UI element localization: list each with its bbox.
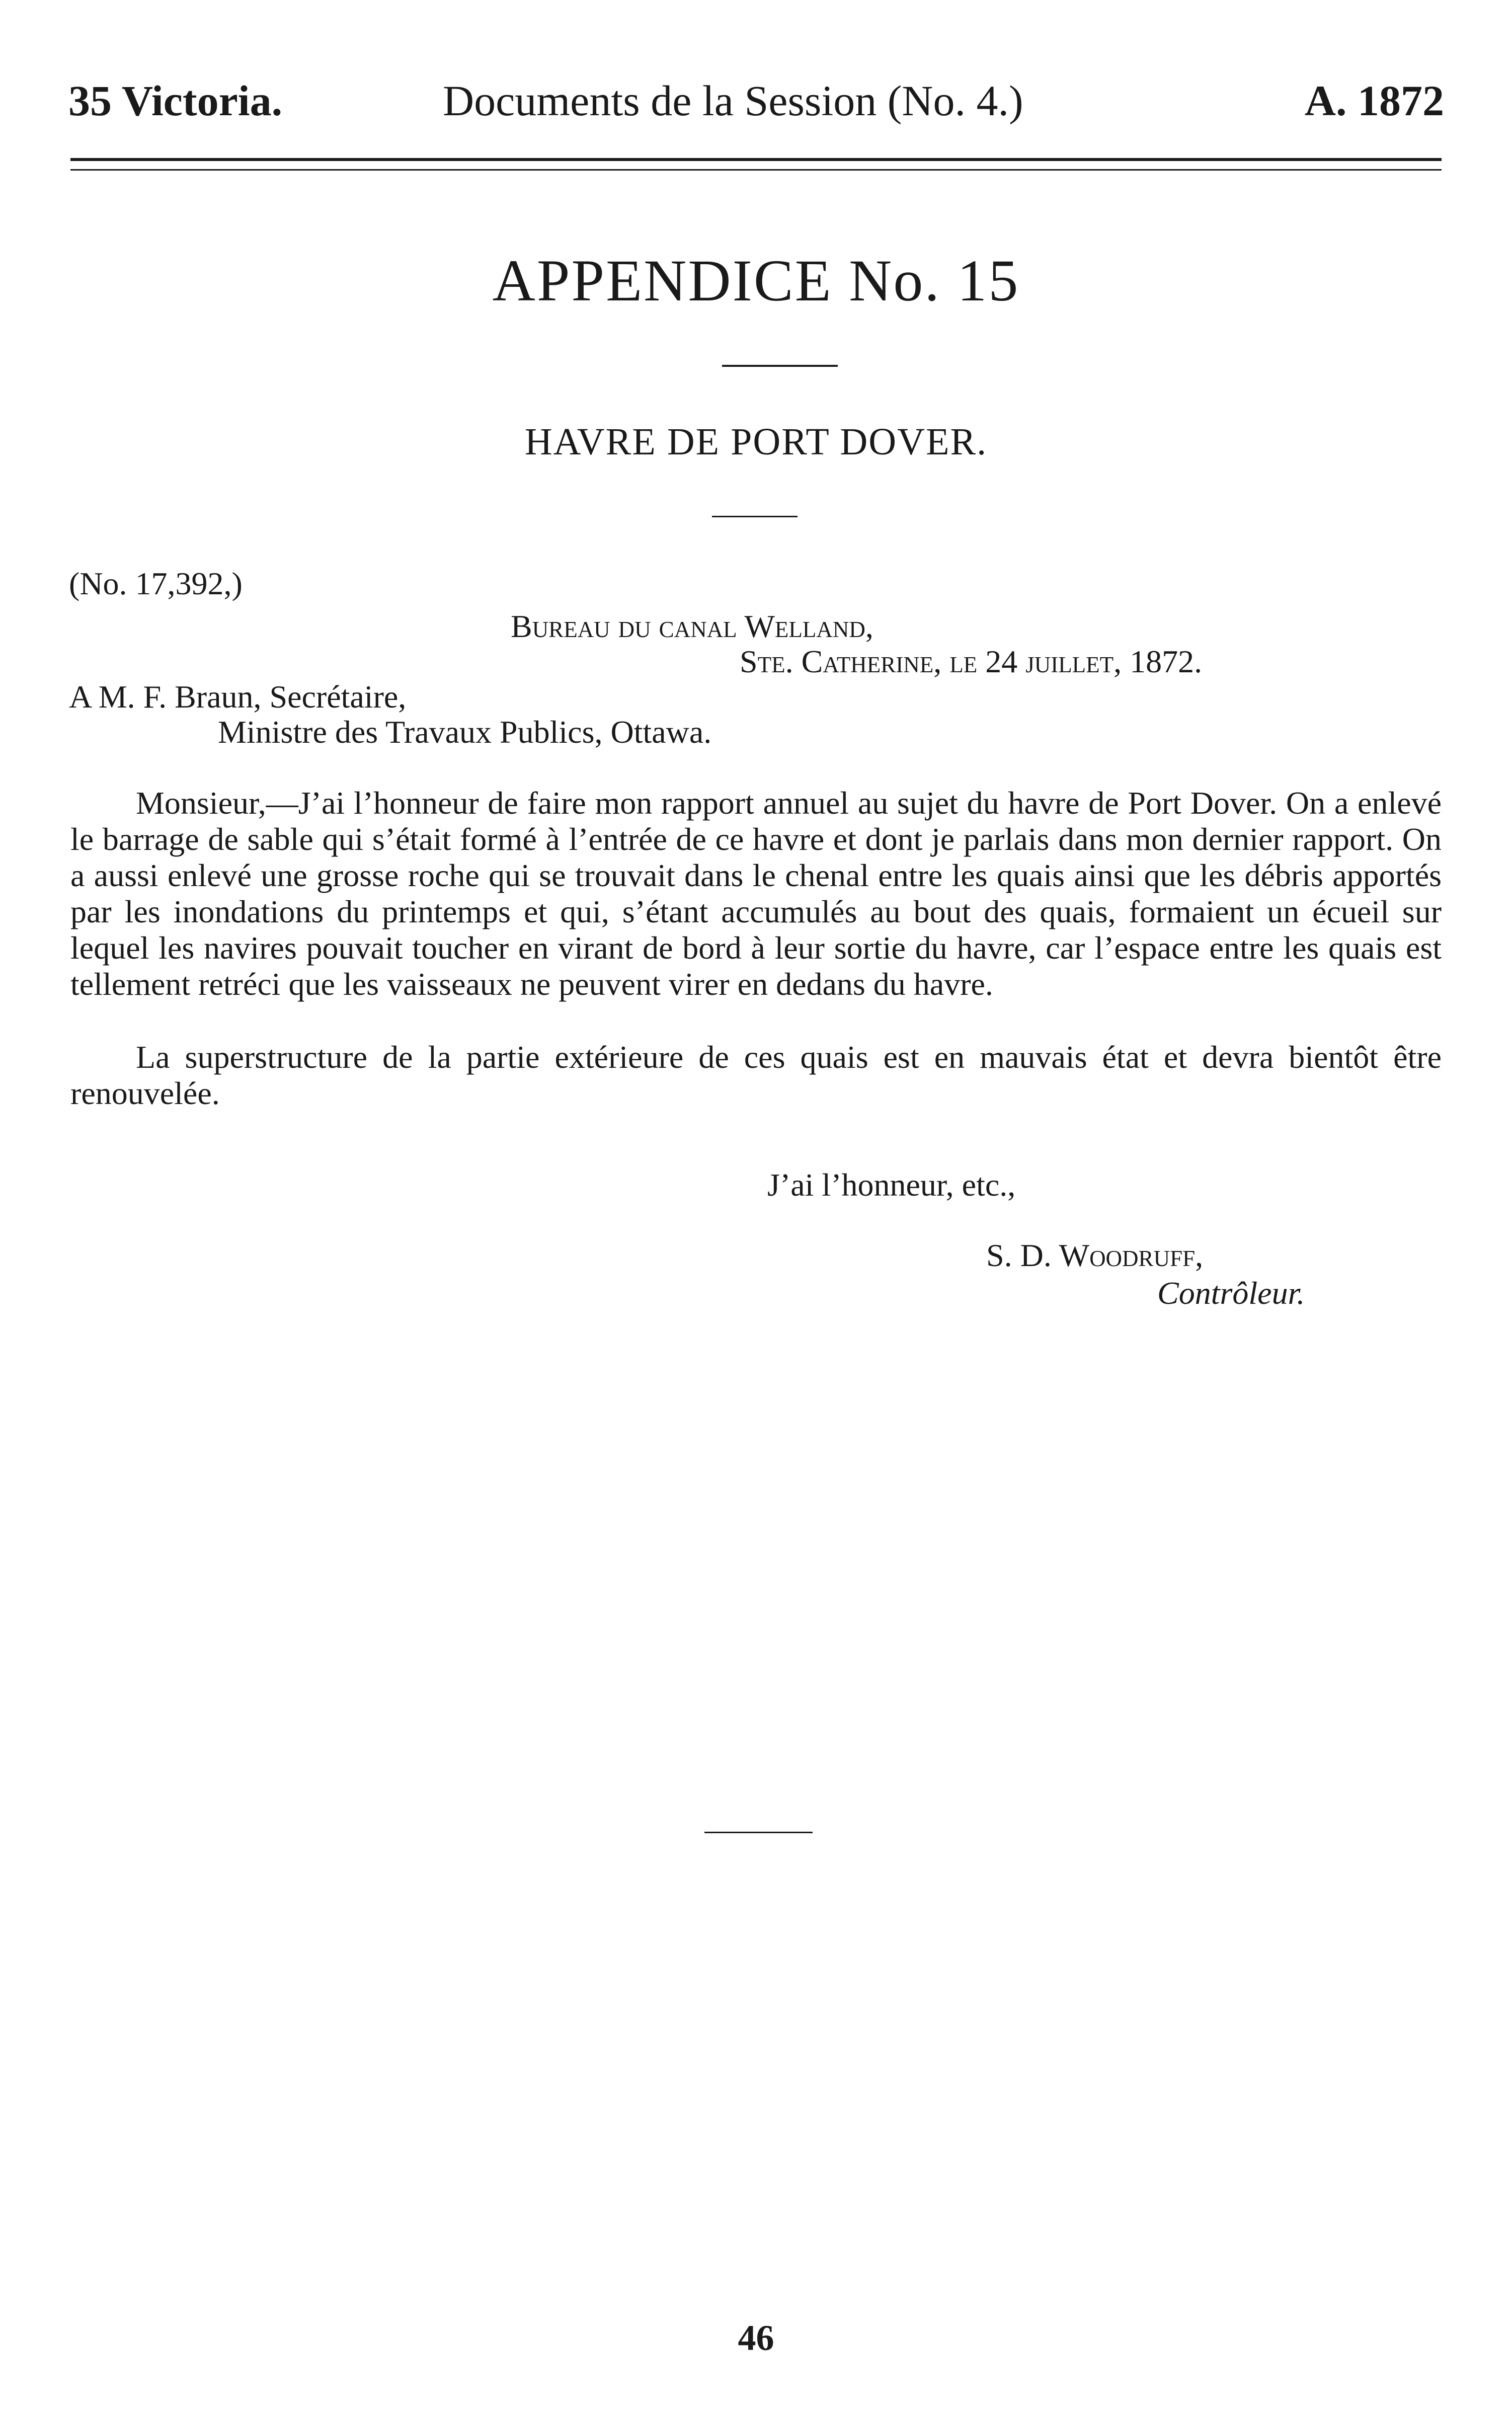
header-rule-thin <box>70 169 1442 171</box>
page-number: 46 <box>738 2318 774 2358</box>
end-divider <box>704 1832 813 1833</box>
subtitle-divider <box>712 516 798 517</box>
sender-office: Bureau du canal Welland, <box>511 608 873 644</box>
header-rule-thick <box>70 158 1442 161</box>
place-and-date: Ste. Catherine, le 24 juillet, 1872. <box>740 644 1203 679</box>
letter-paragraph-2: La superstructure de la partie extérieure de ces quais est en mauvais état et devra bientôt être renouvelée. <box>70 1039 1442 1111</box>
appendix-subtitle: HAVRE DE PORT DOVER. <box>524 421 988 463</box>
addressee-line-1: A M. F. Braun, Secrétaire, <box>69 679 407 715</box>
signature-title: Contrôleur. <box>1157 1275 1305 1311</box>
running-header-center: Documents de la Session (No. 4.) <box>443 76 1023 125</box>
addressee-line-2: Ministre des Travaux Publics, Ottawa. <box>218 714 712 750</box>
running-header-left: 35 Victoria. <box>68 76 283 125</box>
running-header-right: A. 1872 <box>1304 76 1444 125</box>
title-divider <box>722 365 838 367</box>
letter-reference: (No. 17,392,) <box>69 566 243 601</box>
letter-closing: J’ai l’honneur, etc., <box>767 1167 1016 1203</box>
signature-name: S. D. Woodruff, <box>986 1237 1204 1273</box>
letter-paragraph-1: Monsieur,—J’ai l’honneur de faire mon rapport annuel au sujet du havre de Port Dover. On a enlevé le barrage de sable qui s’était formé à l’entrée de ce havre et dont je parlais dans mon dernier rapport. On a aussi enlevé une grosse roche qui se trouvait dans le chenal entre les quais ainsi que les débris apportés par les inondations du printemps et qui, s’étant accumulés au bout des quais, formaient un écueil sur lequel les navires pouvait toucher en virant de bord à leur sortie du havre, car l’espace entre les quais est tellement retréci que les vaisseaux ne peuvent virer en dedans du havre. <box>70 785 1442 1002</box>
appendix-title: APPENDICE No. 15 <box>492 248 1020 314</box>
